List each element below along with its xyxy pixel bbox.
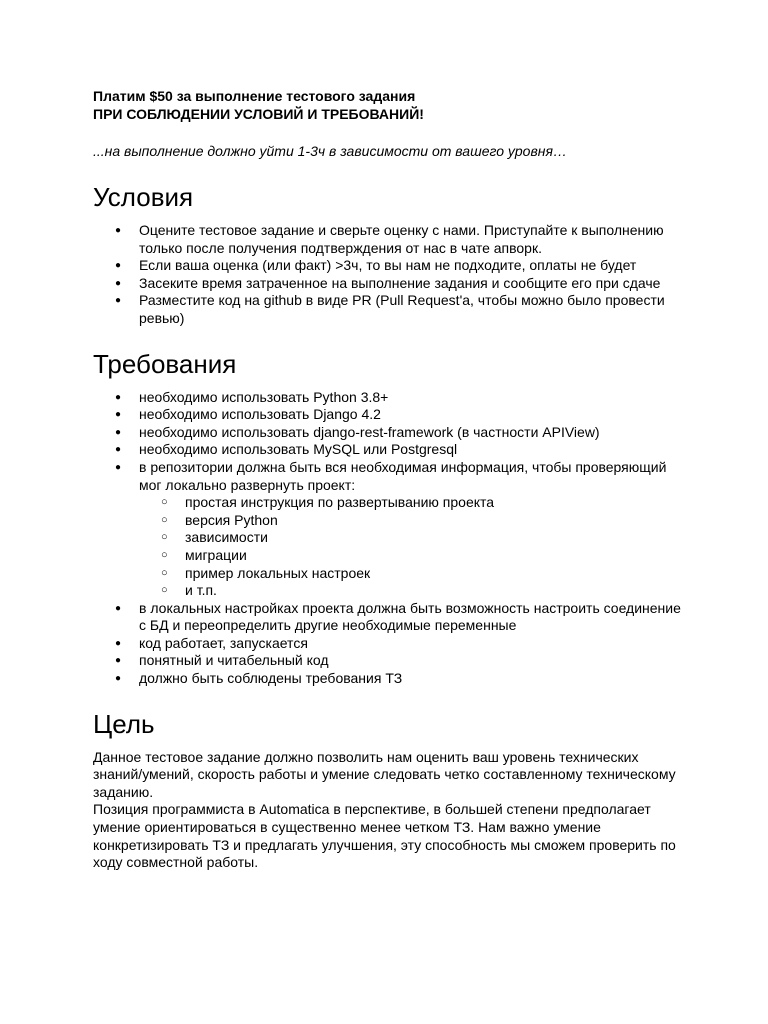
list-item: ● понятный и читабельный код [93,652,688,670]
intro-header [93,87,688,123]
list-item: ● должно быть соблюдены требования ТЗ [93,670,688,688]
requirements-heading: Требования [93,348,237,379]
intro-line-2: ПРИ СОБЛЮДЕНИИ УСЛОВИЙ И ТРЕБОВАНИЙ! [93,106,424,122]
list-item: ● в локальных настройках проекта должна быть возможность настроить соединение с БД и переопределить другие необходимые переменные [93,600,688,635]
list-item: ● Разместите код на github в виде PR (Pull Request'a, чтобы можно было провести ревью) [93,292,688,327]
list-item: ● Оцените тестовое задание и сверьте оценку с нами. Приступайте к выполнению только после получения подтверждения от нас в чате апворк. [93,222,688,257]
list-item: ● необходимо использовать Django 4.2 [93,406,688,424]
goal-text-2: Позиция программиста в Automatica в перспективе, в большей степени предполагает умение ориентироваться в существенно менее четком ТЗ. Нам важно умение конкретизировать ТЗ и предлагать улучшения, эту способность мы сможем проверить по ходу совместной работы. [93,801,676,871]
sublist-item: ○ и т.п. [139,582,688,600]
sublist-item: ○ простая инструкция по развертыванию проекта [139,494,688,512]
intro-line-1: Платим $50 за выполнение тестового задания [93,88,416,104]
goal-heading: Цель [93,708,155,739]
sublist-item: ○ пример локальных настроек [139,565,688,583]
list-item: ● код работает, запускается [93,635,688,653]
requirements-list [93,389,688,688]
list-item-with-sublist [93,459,688,600]
list-item: ● необходимо использовать Python 3.8+ [93,389,688,407]
list-item: ● Если ваша оценка (или факт) >3ч, то вы нам не подходите, оплаты не будет [93,257,688,275]
list-item-text: в репозитории должна быть вся необходимая информация, чтобы проверяющий мог локально развернуть проект: [139,458,667,493]
requirements-sublist [139,494,688,600]
goal-paragraph [93,749,688,872]
list-item: ● необходимо использовать django-rest-framework (в частности APIView) [93,424,688,442]
sublist-item: ○ версия Python [139,512,688,530]
list-item: ● необходимо использовать MySQL или Postgresql [93,441,688,459]
sublist-item: ○ миграции [139,547,688,565]
conditions-heading: Условия [93,182,194,212]
sublist-item: ○ зависимости [139,529,688,547]
list-item: ● Засеките время затраченное на выполнение задания и сообщите его при сдаче [93,275,688,293]
intro-note: ...на выполнение должно уйти 1-3ч в зависимости от вашего уровня… [93,143,567,159]
conditions-list [93,222,688,328]
goal-text-1: Данное тестовое задание должно позволить нам оценить ваш уровень технических знаний/умений, скорость работы и умение следовать четко составленному техническому заданию. [93,748,676,800]
